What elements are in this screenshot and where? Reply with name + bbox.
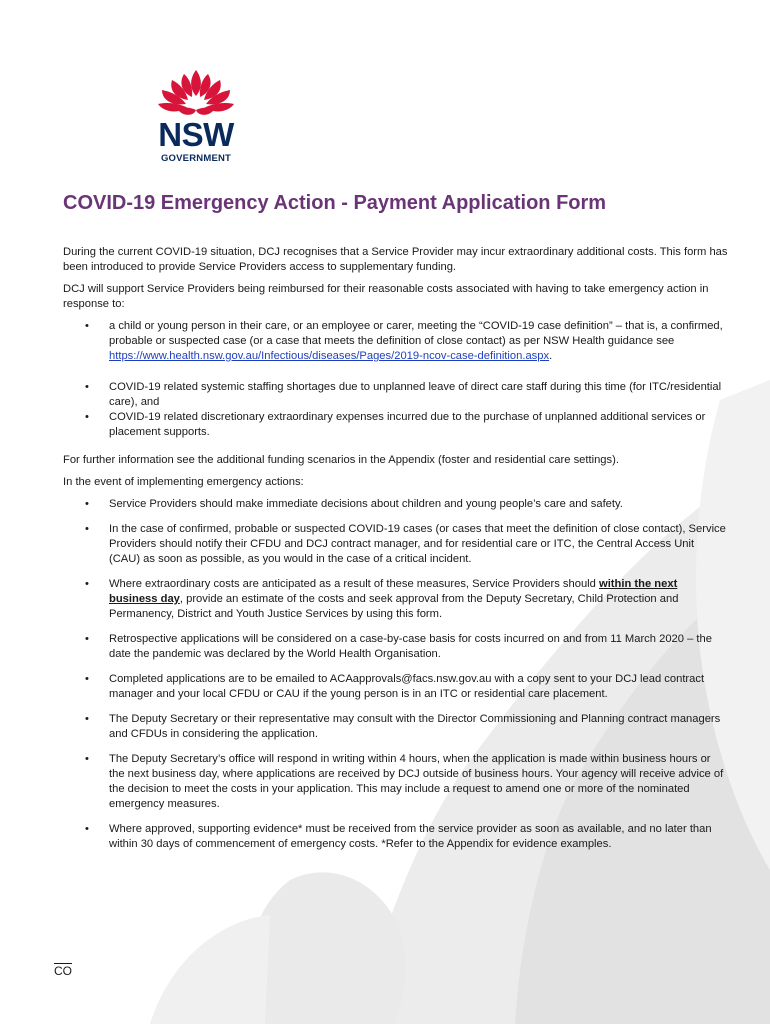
emphasis-text: within the next business day xyxy=(109,578,678,605)
list-item: • Completed applications are to be emailed to ACAapprovals@facs.nsw.gov.au with a copy sent to your DCJ lead contract manager and your local CFDU or CAU if the young person is in an ITC or residential care placement. xyxy=(63,672,728,702)
list-item xyxy=(63,319,728,364)
list-item-text: a child or young person in their care, or an employee or carer, meeting the “COVID-19 case definition” – that is, a confirmed, probable or suspected case (or a case that meets the definition of close contact) as per NSW Health guidance see xyxy=(109,320,723,347)
intro-paragraph-1: During the current COVID-19 situation, DCJ recognises that a Service Provider may incur extraordinary additional costs. This form has been introduced to provide Service Providers access to supplementary funding. xyxy=(63,246,728,273)
footer-mark: CO xyxy=(54,964,72,978)
page-title: COVID-19 Emergency Action - Payment Application Form xyxy=(63,192,607,214)
list-item: • The Deputy Secretary’s office will respond in writing within 4 hours, when the application is made within business hours or the next business day, where applications are received by DCJ outside of business hours. Your agency will receive advice of the decision to meet the costs in your application. This may include a request to amend one or more of the nominated emergency measures. xyxy=(63,752,728,812)
list-item: • Service Providers should make immediate decisions about children and young people’s care and safety. xyxy=(63,497,728,512)
intro-paragraph-2: DCJ will support Service Providers being reimbursed for their reasonable costs associated with having to take emergency action in response to: xyxy=(63,283,709,310)
list-item xyxy=(63,577,728,622)
list-item-text: Where extraordinary costs are anticipated as a result of these measures, Service Providers should xyxy=(109,578,599,590)
logo-nsw-text: NSW xyxy=(158,116,234,153)
document-body xyxy=(63,245,728,862)
list-item: • The Deputy Secretary or their representative may consult with the Director Commissioning and Planning contract managers and CFDUs in considering the application. xyxy=(63,712,728,742)
response-list xyxy=(63,319,728,440)
list-item: • Retrospective applications will be considered on a case-by-case basis for costs incurred on and from 11 March 2020 – the date the pandemic was declared by the World Health Organisation. xyxy=(63,632,728,662)
list-item-end: , provide an estimate of the costs and seek approval from the Deputy Secretary, Child Protection and Permanency, District and Youth Justice Services by using this form. xyxy=(109,593,679,620)
list-item-end: . xyxy=(549,350,553,362)
nsw-health-case-definition-link[interactable]: https://www.health.nsw.gov.au/Infectious/diseases/Pages/2019-ncov-case-definition.aspx xyxy=(109,350,550,362)
list-item: • In the case of confirmed, probable or suspected COVID-19 cases (or cases that meet the definition of close contact), Service Providers should notify their CFDU and DCJ contract manager, and for residential care or ITC, the Central Access Unit (CAU) as soon as possible, as you would in the case of a critical incident. xyxy=(63,522,728,567)
logo-government-text: GOVERNMENT xyxy=(160,153,232,164)
list-item: • COVID-19 related discretionary extraordinary expenses incurred due to the purchase of unplanned additional services or placement supports. xyxy=(63,410,728,440)
list-item: • COVID-19 related systemic staffing shortages due to unplanned leave of direct care staff during this time (for ITC/residential care), and xyxy=(63,380,728,410)
further-info-paragraph: For further information see the additional funding scenarios in the Appendix (foster and residential care settings). xyxy=(63,454,619,466)
nsw-government-logo xyxy=(148,66,244,166)
emergency-actions-list xyxy=(63,497,728,852)
waratah-icon xyxy=(148,66,244,118)
emergency-intro-paragraph: In the event of implementing emergency actions: xyxy=(63,476,304,488)
list-item: • Where approved, supporting evidence* must be received from the service provider as soon as available, and no later than within 30 days of commencement of emergency costs. *Refer to the Appendix for evidence examples. xyxy=(63,822,728,852)
